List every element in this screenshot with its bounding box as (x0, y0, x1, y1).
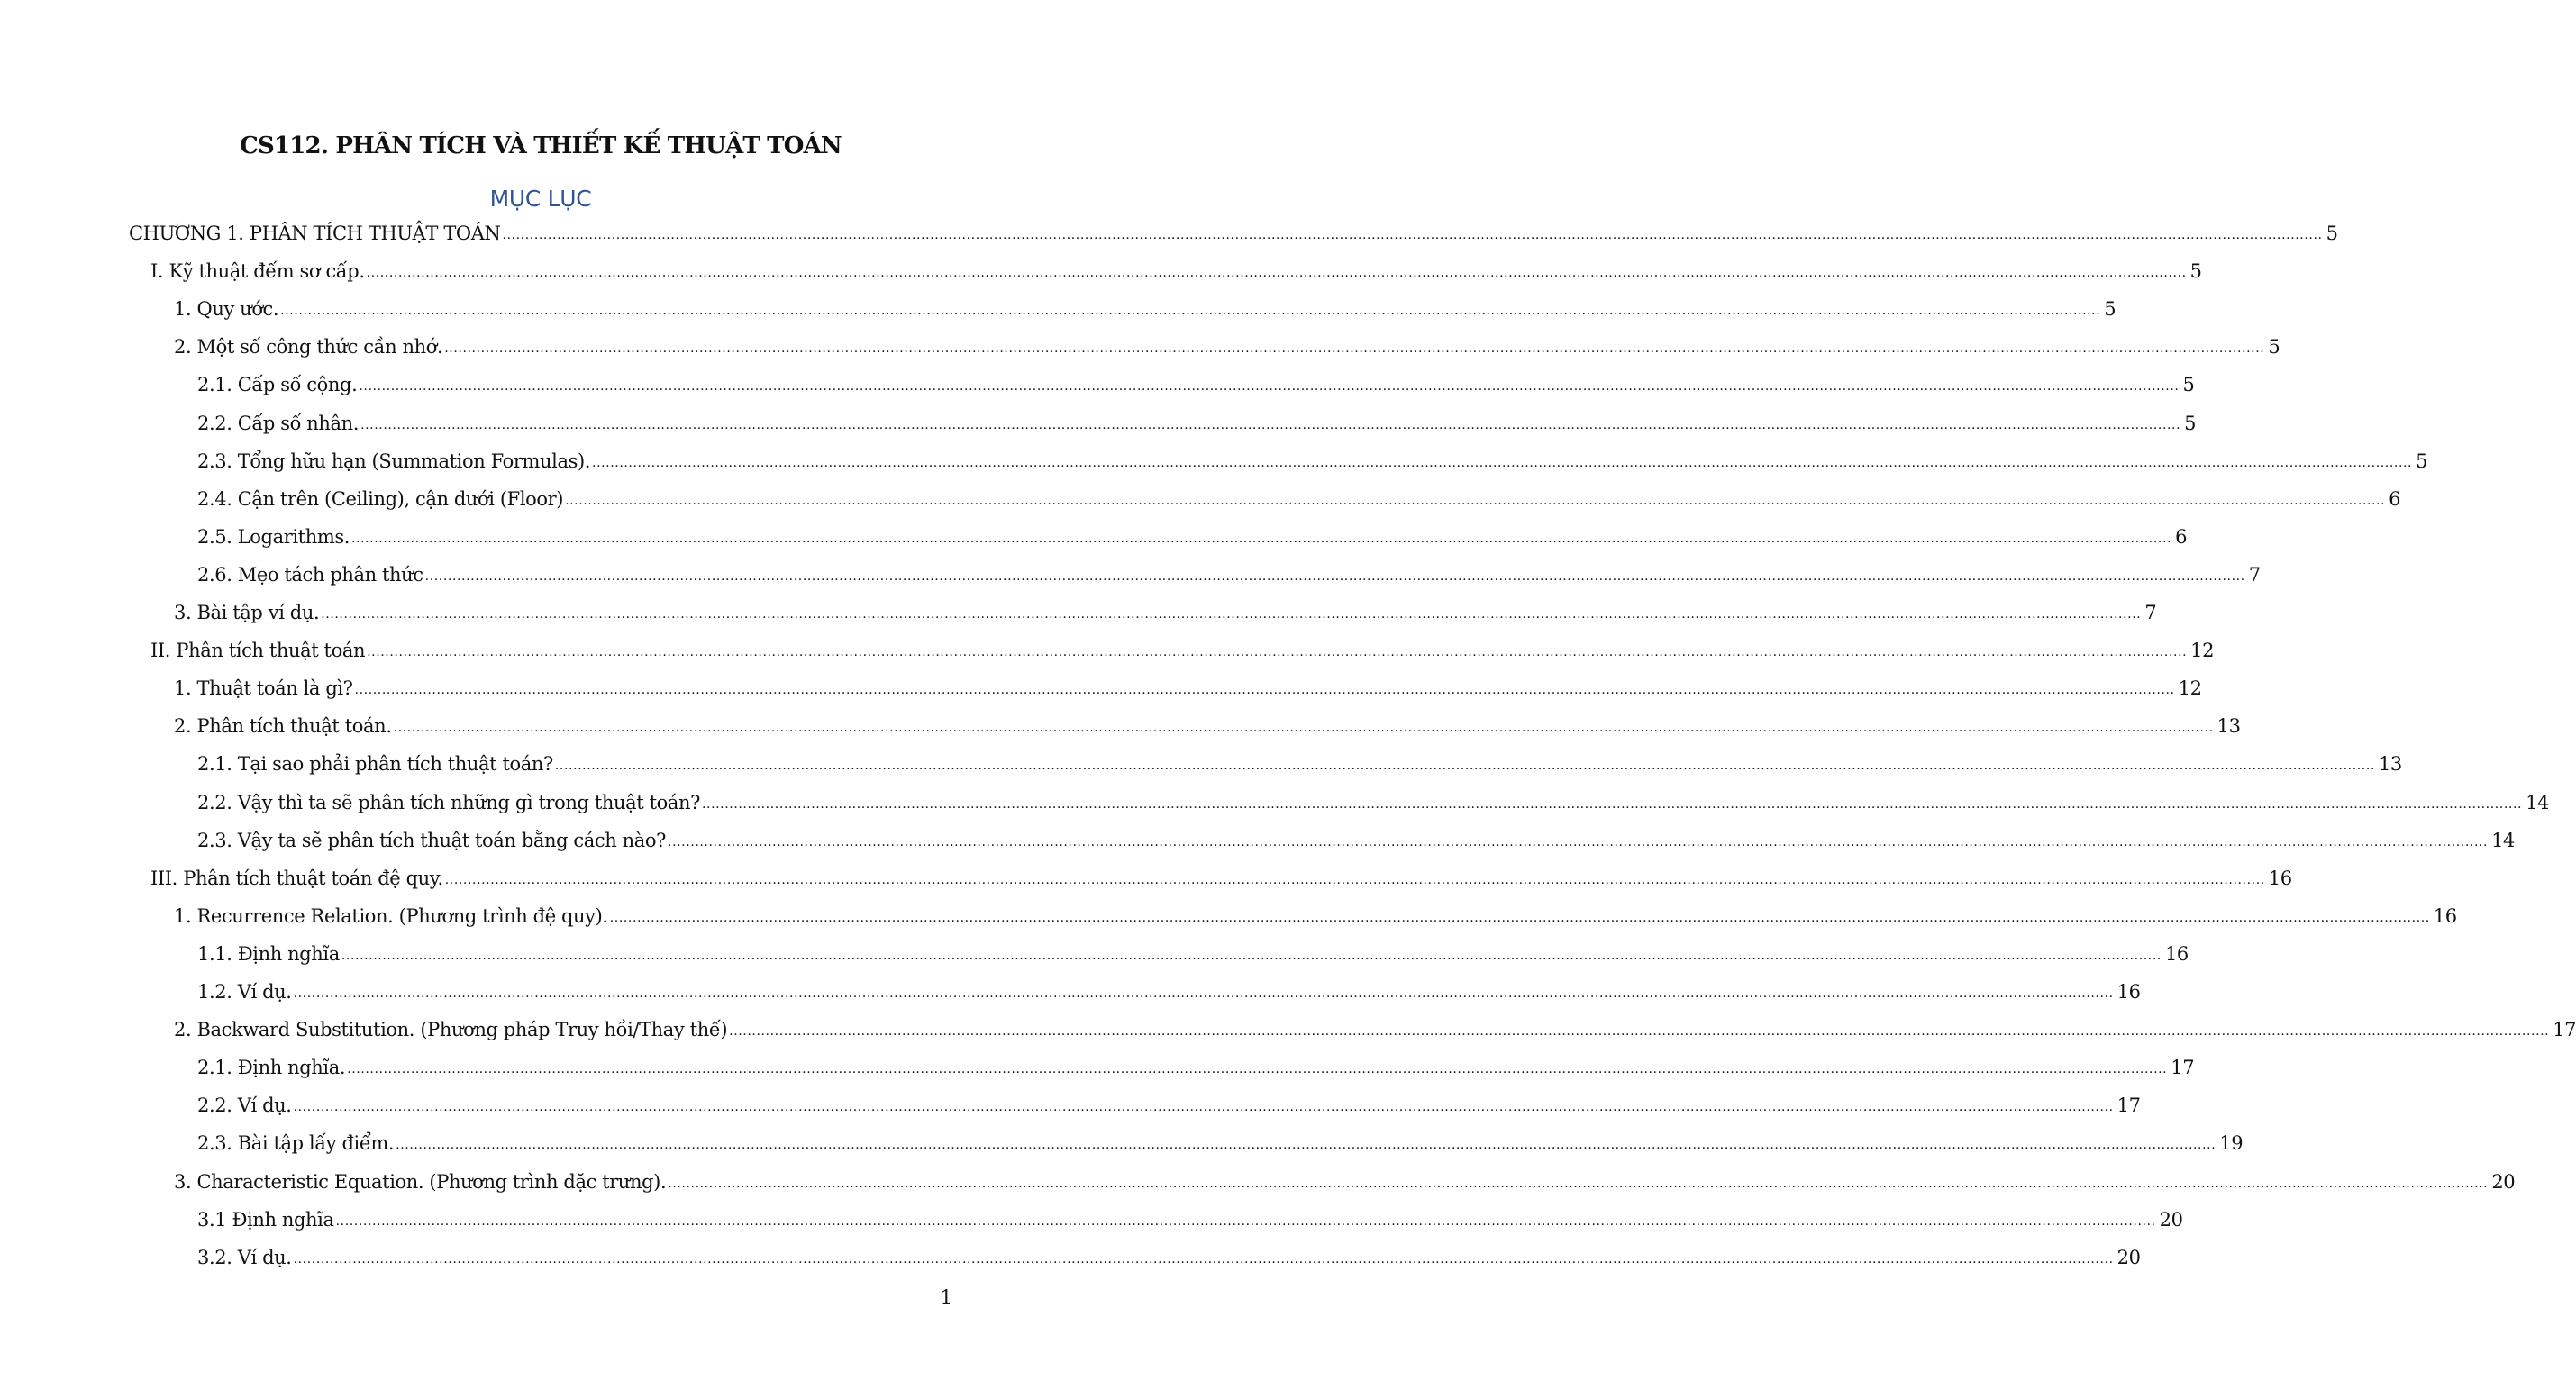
toc-entry-label: 2.3. Vậy ta sẽ phân tích thuật toán bằng cách nào? (197, 829, 667, 851)
toc-entry-label: 3.2. Ví dụ. (197, 1246, 292, 1268)
toc-dot-leader: ................................................................................................................................................................................................................................................................................................................................................................................................................ (341, 948, 2162, 963)
toc-entry-page: 12 (2178, 677, 2202, 700)
toc-dot-leader: ................................................................................................................................................................................................................................................................................................................................................................................................................ (554, 759, 2375, 774)
toc-entry-page: 5 (2189, 260, 2202, 283)
toc-entry-label: 2.1. Định nghĩa. (197, 1057, 346, 1079)
toc-entry-label: CHƯƠNG 1. PHÂN TÍCH THUẬT TOÁN (129, 223, 501, 244)
toc-entry[interactable] (197, 1243, 2141, 1272)
toc-entry-label: 1.1. Định nghĩa (197, 942, 340, 965)
toc-entry[interactable] (174, 1167, 2516, 1196)
toc-entry-label: II. Phân tích thuật toán (150, 640, 366, 662)
toc-entry[interactable] (197, 940, 2189, 968)
toc-dot-leader: ................................................................................................................................................................................................................................................................................................................................................................................................................ (444, 872, 2265, 887)
toc-entry-page: 12 (2190, 640, 2215, 662)
toc-dot-leader: ................................................................................................................................................................................................................................................................................................................................................................................................................ (502, 228, 2323, 242)
toc-entry-label: 2. Phân tích thuật toán. (174, 715, 392, 738)
toc-dot-leader: ................................................................................................................................................................................................................................................................................................................................................................................................................ (424, 568, 2245, 584)
toc-entry-label: 2.2. Cấp số nhân. (197, 412, 360, 434)
toc-entry-label: 2.1. Tại sao phải phân tích thuật toán? (197, 753, 553, 776)
toc-dot-leader: ................................................................................................................................................................................................................................................................................................................................................................................................................ (367, 645, 2188, 660)
toc-dot-leader: ................................................................................................................................................................................................................................................................................................................................................................................................................ (280, 304, 2101, 319)
toc-entry-label: 1. Thuật toán là gì? (174, 677, 353, 700)
toc-entry-label: 2. Một số công thức cần nhớ. (174, 336, 443, 359)
toc-entry-page: 20 (2116, 1246, 2141, 1268)
toc-entry[interactable] (174, 712, 2241, 740)
toc-entry-page: 14 (2526, 791, 2549, 813)
toc-entry-page: 17 (2171, 1057, 2195, 1079)
toc-entry-page: 17 (2116, 1095, 2141, 1117)
toc-entry-page: 13 (2378, 753, 2402, 776)
toc-entry-page: 7 (2144, 602, 2157, 623)
toc-entry-label: 2. Backward Substitution. (Phương pháp Truy hồi/Thay thế) (174, 1019, 728, 1041)
toc-entry[interactable] (197, 1129, 2244, 1158)
toc-entry[interactable] (174, 674, 2202, 703)
toc-entry-label: 2.6. Mẹo tách phân thức (197, 563, 423, 586)
toc-entry-page: 13 (2216, 715, 2241, 738)
toc-dot-leader: ................................................................................................................................................................................................................................................................................................................................................................................................................ (444, 341, 2265, 357)
toc-entry-page: 16 (2164, 942, 2189, 965)
toc-dot-leader: ................................................................................................................................................................................................................................................................................................................................................................................................................ (293, 1251, 2114, 1267)
toc-entry[interactable] (197, 1205, 2183, 1234)
toc-entry-label: 3. Characteristic Equation. (Phương trình đặc trưng). (174, 1170, 667, 1193)
toc-entry-label: III. Phân tích thuật toán đệ quy. (150, 867, 443, 889)
toc-dot-leader: ................................................................................................................................................................................................................................................................................................................................................................................................................ (293, 1100, 2114, 1115)
toc-dot-leader: ................................................................................................................................................................................................................................................................................................................................................................................................................ (350, 531, 2172, 546)
toc-entry-label: 2.3. Tổng hữu hạn (Summation Formulas). (197, 450, 591, 472)
toc-entry[interactable] (197, 370, 2195, 399)
toc-entry[interactable] (197, 409, 2197, 438)
toc-entry-label: 2.1. Cấp số cộng. (197, 374, 358, 396)
toc-entry-label: 2.4. Cận trên (Ceiling), cận dưới (Floor) (197, 487, 564, 510)
toc-entry[interactable] (174, 332, 2280, 361)
toc-entry[interactable] (150, 636, 2215, 665)
toc-entry[interactable] (174, 902, 2457, 931)
toc-entry-label: 2.2. Ví dụ. (197, 1095, 292, 1117)
toc-dot-leader: ................................................................................................................................................................................................................................................................................................................................................................................................................ (396, 1138, 2216, 1153)
toc-entry-page: 20 (2159, 1208, 2183, 1231)
toc-entry-page: 16 (2116, 981, 2141, 1003)
toc-dot-leader: ................................................................................................................................................................................................................................................................................................................................................................................................................ (354, 683, 2175, 698)
toc-entry-page: 6 (2175, 525, 2188, 548)
toc-entry-page: 5 (2182, 374, 2195, 396)
toc-entry-label: 3.1 Định nghĩa (197, 1208, 334, 1231)
toc-entry-page: 5 (2184, 412, 2197, 434)
toc-dot-leader: ................................................................................................................................................................................................................................................................................................................................................................................................................ (366, 266, 2187, 281)
toc-dot-leader: ................................................................................................................................................................................................................................................................................................................................................................................................................ (321, 607, 2142, 622)
toc-entry[interactable] (174, 598, 2157, 627)
toc-dot-leader: ................................................................................................................................................................................................................................................................................................................................................................................................................ (609, 910, 2430, 925)
toc-entry[interactable] (197, 788, 2549, 817)
toc-entry[interactable] (197, 749, 2402, 778)
toc-entry-label: 2.5. Logarithms. (197, 525, 350, 548)
toc-dot-leader: ................................................................................................................................................................................................................................................................................................................................................................................................................ (359, 379, 2180, 395)
toc-entry[interactable] (197, 560, 2261, 589)
toc-dot-leader: ................................................................................................................................................................................................................................................................................................................................................................................................................ (592, 455, 2413, 470)
toc-entry-label: 1. Recurrence Relation. (Phương trình đệ quy). (174, 904, 608, 927)
toc-entry[interactable] (197, 1091, 2141, 1120)
toc-entry-page: 5 (2104, 298, 2116, 321)
toc-entry[interactable] (197, 485, 2401, 513)
toc-heading: MỤC LỤC (489, 186, 592, 212)
page-number: 1 (940, 1286, 952, 1308)
toc-entry[interactable] (197, 522, 2188, 551)
toc-dot-leader: ................................................................................................................................................................................................................................................................................................................................................................................................................ (293, 986, 2114, 1001)
toc-dot-leader: ................................................................................................................................................................................................................................................................................................................................................................................................................ (565, 493, 2386, 508)
toc-entry[interactable] (150, 257, 2202, 286)
toc-dot-leader: ................................................................................................................................................................................................................................................................................................................................................................................................................ (729, 1024, 2550, 1040)
toc-entry-page: 5 (2268, 336, 2280, 359)
toc-entry-label: I. Kỹ thuật đếm sơ cấp. (150, 260, 365, 283)
toc-entry-page: 5 (2326, 223, 2338, 244)
toc-entry[interactable] (174, 295, 2116, 323)
toc-entry-page: 19 (2219, 1132, 2244, 1155)
toc-entry-page: 16 (2268, 867, 2292, 889)
toc-entry-page: 6 (2389, 487, 2401, 510)
toc-dot-leader: ................................................................................................................................................................................................................................................................................................................................................................................................................ (360, 417, 2181, 432)
toc-entry-page: 17 (2553, 1019, 2576, 1041)
toc-entry[interactable] (197, 447, 2428, 476)
toc-entry-label: 1.2. Ví dụ. (197, 981, 292, 1003)
toc-entry-label: 2.2. Vậy thì ta sẽ phân tích những gì trong thuật toán? (197, 791, 700, 813)
toc-dot-leader: ................................................................................................................................................................................................................................................................................................................................................................................................................ (668, 834, 2489, 849)
toc-dot-leader: ................................................................................................................................................................................................................................................................................................................................................................................................................ (668, 1176, 2489, 1191)
toc-entry-label: 1. Quy ước. (174, 298, 279, 321)
toc-entry-label: 2.3. Bài tập lấy điểm. (197, 1132, 395, 1155)
toc-entry[interactable] (197, 1053, 2195, 1082)
toc-dot-leader: ................................................................................................................................................................................................................................................................................................................................................................................................................ (393, 721, 2214, 736)
toc-entry[interactable] (129, 219, 2338, 248)
toc-entry-page: 14 (2491, 829, 2516, 851)
toc-entry-page: 7 (2248, 563, 2261, 586)
toc-dot-leader: ................................................................................................................................................................................................................................................................................................................................................................................................................ (701, 796, 2523, 812)
toc-entry[interactable] (197, 977, 2141, 1006)
toc-dot-leader: ................................................................................................................................................................................................................................................................................................................................................................................................................ (347, 1062, 2168, 1077)
toc-entry-label: 3. Bài tập ví dụ. (174, 602, 320, 623)
toc-entry[interactable] (174, 1015, 2576, 1044)
toc-dot-leader: ................................................................................................................................................................................................................................................................................................................................................................................................................ (335, 1213, 2156, 1229)
toc-entry-page: 5 (2416, 450, 2428, 472)
toc-entry[interactable] (150, 864, 2292, 893)
toc-entry[interactable] (197, 826, 2516, 855)
document-title: CS112. PHÂN TÍCH VÀ THIẾT KẾ THUẬT TOÁN (240, 132, 842, 159)
toc-entry-page: 20 (2491, 1170, 2516, 1193)
toc-entry-page: 16 (2433, 904, 2457, 927)
